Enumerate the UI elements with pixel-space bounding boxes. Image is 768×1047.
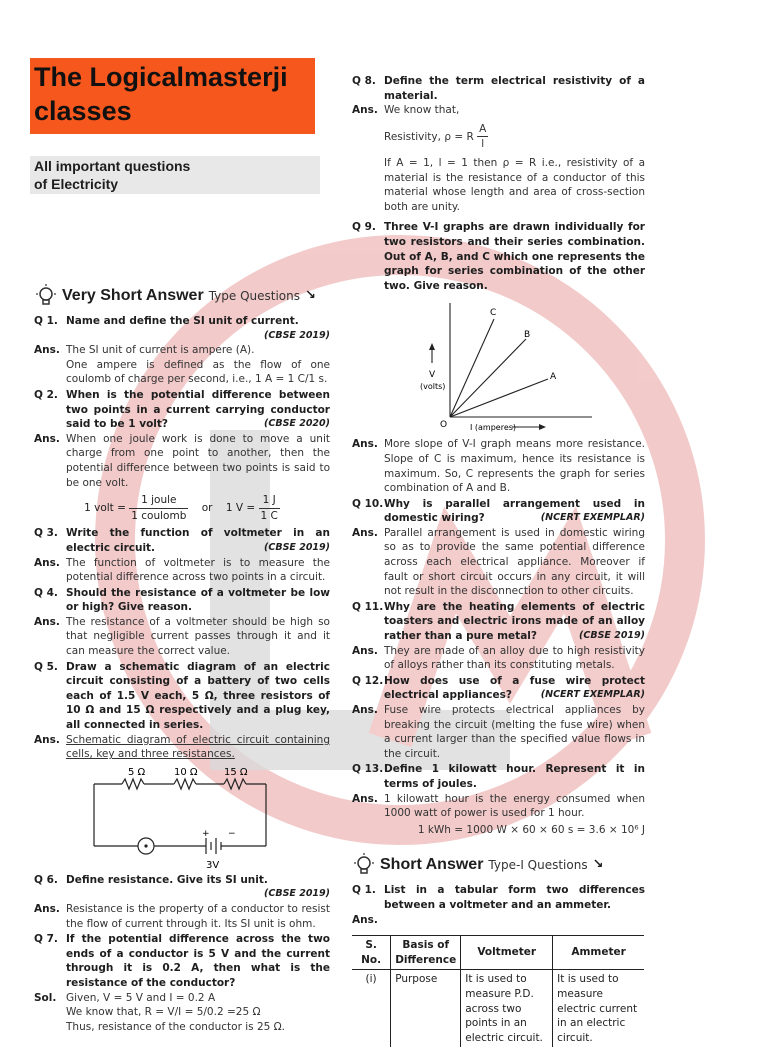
- question-2: [34, 388, 330, 432]
- page-subtitle-box: [30, 156, 320, 194]
- question-text: If the potential difference across the two ends of a conductor is 5 V and the current through it is 0.2 A, then what is the resistance of the conductor?: [66, 933, 330, 989]
- lightbulb-icon: [352, 853, 376, 877]
- short-answer-heading: [352, 853, 645, 877]
- solution-7: [34, 991, 330, 1035]
- answer-text: 1 kilowatt hour is the energy consumed when 1000 watt of power is used for 1 hour.: [384, 792, 645, 820]
- page-title-box: [30, 58, 315, 134]
- resistor-label-10: 10 Ω: [174, 766, 198, 778]
- graph-xlabel: I (amperes): [470, 423, 517, 433]
- battery-label: 3V: [206, 859, 220, 871]
- question-text: Name and define the SI unit of current.: [66, 315, 299, 327]
- source-tag: (CBSE 2019): [264, 541, 330, 553]
- question-tag: Q 1.: [352, 884, 376, 897]
- answer-12: [352, 703, 645, 761]
- very-short-heading-bold: Very Short Answer: [62, 286, 204, 304]
- question-tag: Q 5.: [34, 660, 58, 673]
- answer-tag: Ans.: [352, 526, 378, 539]
- question-tag: Q 6.: [34, 873, 58, 886]
- graph-label-c: C: [490, 308, 497, 319]
- answer-tag: Ans.: [352, 792, 378, 805]
- table-cell-sno: (i): [365, 973, 377, 986]
- answer-4: [34, 615, 330, 659]
- resistivity-formula: [384, 122, 645, 152]
- answer-text: The resistance of a voltmeter should be high so that negligible current passes through it and it can measure the correct value.: [66, 615, 330, 658]
- answer-6: [34, 902, 330, 931]
- answer-text: When one joule work is done to move a unit charge from one point to another, then the potential difference between two points is said to be one volt.: [66, 432, 330, 489]
- page-subtitle-line1: All important questions: [34, 158, 191, 174]
- question-text: How does use of a fuse wire protect electrical appliances?: [384, 674, 645, 702]
- question-5: [34, 660, 330, 733]
- question-tag: Q 4.: [34, 586, 58, 599]
- question-tag: Q 11.: [352, 600, 384, 613]
- table-cell-basis: Purpose: [391, 970, 461, 1047]
- answer-text: Resistance is the property of a conductor to resist the flow of current through it. Its SI unit is ohm.: [66, 903, 330, 930]
- battery-plus: +: [202, 828, 210, 839]
- question-tag: Q 10.: [352, 497, 384, 510]
- answer-13: [352, 792, 645, 838]
- formula-denominator: 1 coulomb: [131, 509, 187, 522]
- graph-label-b: B: [524, 330, 531, 341]
- source-tag: (NCERT EXEMPLAR): [540, 512, 645, 524]
- answer-tag: Ans.: [34, 615, 60, 628]
- answer-text: The SI unit of current is ampere (A).: [66, 344, 255, 357]
- answer-tag: Ans.: [34, 344, 60, 357]
- answer-11: [352, 644, 645, 673]
- answer-3: [34, 556, 330, 585]
- table-header-basis: Basis of Difference: [391, 936, 461, 970]
- page-title-line1: The Logicalmasterji: [34, 62, 288, 92]
- answer-5: [34, 733, 330, 762]
- formula-label: Resistivity,: [384, 130, 441, 143]
- answer-text: Parallel arrangement is used in domestic wiring so as to provide the same potential difference across each electrical appliance. Moreover if fault or short circuit occurs in any circuit, it will not result in the disconnection to other circuits.: [384, 526, 645, 598]
- answer-tag: Ans.: [34, 432, 60, 445]
- table-header-sno: S. No.: [352, 936, 391, 970]
- battery-minus: −: [228, 828, 236, 839]
- question-13: [352, 762, 645, 791]
- graph-ylabel: V: [429, 370, 436, 381]
- source-tag: (CBSE 2019): [264, 888, 330, 900]
- answer-text: Schematic diagram of electric circuit containing cells, key and three resistances.: [66, 733, 330, 761]
- short-heading-light: Type-I Questions: [488, 858, 588, 873]
- left-column: [34, 284, 330, 1034]
- resistor-label-5: 5 Ω: [128, 766, 146, 778]
- resistor-label-15: 15 Ω: [224, 766, 248, 778]
- answer-tag: Ans.: [352, 104, 378, 117]
- question-text: Should the resistance of a voltmeter be low or high? Give reason.: [66, 586, 330, 614]
- formula-numerator: 1 joule: [129, 493, 188, 509]
- question-1: [34, 314, 330, 343]
- question-text: Why are the heating elements of electric toasters and electric irons made of an alloy rather than a pure metal?: [384, 600, 645, 643]
- table-row: [352, 970, 644, 1047]
- answer-10: [352, 526, 645, 599]
- question-text: Draw a schematic diagram of an electric circuit consisting of a battery of two cells each of 1.5 V each, 5 Ω, three resistors of 10 Ω and 15 Ω respectively and a plug key, all connected in series.: [66, 660, 330, 732]
- question-8: [352, 74, 645, 103]
- question-7: [34, 932, 330, 990]
- answer-9: [352, 437, 645, 495]
- question-tag: Q 13.: [352, 763, 384, 776]
- answer-text: One ampere is defined as the flow of one coulomb of charge per second, i.e., 1 A = 1 C/1 s.: [66, 358, 330, 386]
- formula-lhs: 1 V =: [225, 502, 256, 515]
- answer-tag: Ans.: [352, 913, 378, 926]
- question-tag: Q 8.: [352, 75, 376, 87]
- question-4: [34, 586, 330, 615]
- question-11: [352, 600, 645, 644]
- answer-text: Fuse wire protects electrical appliances by breaking the circuit (melting the fuse wire) when a current larger than the specified value flows in the circuit.: [384, 704, 645, 760]
- answer-tag: Ans.: [352, 438, 378, 451]
- vi-graph: [352, 297, 645, 437]
- graph-origin: O: [440, 420, 448, 431]
- page-title-line2: classes: [34, 96, 132, 126]
- table-header-ammeter: Ammeter: [553, 936, 644, 970]
- solution-text: We know that, R = V/I = 5/0.2 =25 Ω: [66, 1006, 261, 1019]
- question-text: Why is parallel arrangement used in domestic wiring?: [384, 497, 645, 525]
- answer-8: [352, 103, 645, 214]
- source-tag: (CBSE 2020): [264, 418, 330, 430]
- graph-yunit: (volts): [420, 382, 446, 392]
- question-text: Three V-I graphs are drawn individually for two resistors and their series combination. Out of A, B, and C which one represents the graph for series combination of the other two. Give reason.: [384, 221, 645, 292]
- source-tag: (CBSE 2019): [264, 329, 330, 341]
- table-cell-ammeter: It is used to measure electric current in an electric circuit.: [553, 970, 644, 1047]
- formula-lhs: 1 volt =: [84, 502, 126, 515]
- line-b: [450, 339, 526, 417]
- question-6: [34, 873, 330, 902]
- arrow-right-icon: [539, 424, 546, 430]
- solution-text: Given, V = 5 V and I = 0.2 A: [66, 991, 216, 1004]
- table-cell-voltmeter: It is used to measure P.D. across two points in an electric circuit.: [461, 970, 553, 1047]
- source-tag: (NCERT EXEMPLAR): [540, 689, 645, 701]
- comparison-table: [352, 935, 644, 1047]
- graph-label-a: A: [550, 372, 557, 383]
- source-tag: (CBSE 2019): [579, 630, 645, 642]
- answer-tag: Ans.: [34, 733, 60, 746]
- question-tag: Q 3.: [34, 527, 58, 540]
- plug-key-dot: [144, 844, 147, 847]
- question-text: Define the term electrical resistivity of a material.: [384, 75, 645, 102]
- question-text: Define 1 kilowatt hour. Represent it in terms of joules.: [384, 763, 645, 790]
- formula-numerator: 1 J: [259, 493, 280, 509]
- answer-tag: Ans.: [34, 903, 60, 915]
- very-short-heading-light: Type Questions: [208, 288, 300, 303]
- circuit-diagram: [34, 762, 330, 872]
- answer-tag: Ans.: [352, 644, 378, 657]
- page-subtitle-line2: of Electricity: [34, 176, 119, 192]
- question-text: Write the function of voltmeter in an electric circuit.: [66, 527, 330, 554]
- kwh-formula: 1 kWh = 1000 W × 60 × 60 s = 3.6 × 10⁶ J: [417, 823, 645, 836]
- question-12: [352, 674, 645, 703]
- question-tag: Q 12.: [352, 674, 384, 687]
- short-question-1: [352, 883, 645, 912]
- answer-2: [34, 432, 330, 490]
- formula-numerator: A: [477, 122, 488, 138]
- question-3: [34, 526, 330, 555]
- answer-text: If A = 1, l = 1 then ρ = R i.e., resistivity of a material is the resistance of a conductor of this material whose length and area of cross-section both are unity.: [384, 156, 645, 213]
- answer-1: [34, 343, 330, 387]
- answer-text: The function of voltmeter is to measure the potential difference across two points in a circuit.: [66, 556, 330, 584]
- question-text: List in a tabular form two differences between a voltmeter and an ammeter.: [384, 884, 645, 911]
- volt-formula: [34, 493, 330, 523]
- question-tag: Q 9.: [352, 221, 376, 234]
- answer-tag: Ans.: [352, 704, 378, 716]
- question-10: [352, 497, 645, 526]
- formula-denominator: 1 C: [260, 509, 278, 522]
- arrow-up-icon: [429, 343, 435, 350]
- question-tag: Q 1.: [34, 315, 58, 327]
- formula-denominator: l: [481, 138, 485, 151]
- table-header-voltmeter: Voltmeter: [461, 936, 553, 970]
- answer-text: More slope of V-I graph means more resistance. Slope of C is maximum, hence its resistance is maximum. So, C represents the graph for series combination of A and B.: [384, 438, 645, 495]
- very-short-answer-heading: [34, 284, 330, 308]
- answer-tag: Ans.: [34, 556, 60, 569]
- question-text: Define resistance. Give its SI unit.: [66, 873, 268, 886]
- question-tag: Q 7.: [34, 933, 58, 946]
- question-9: [352, 220, 645, 293]
- formula-or: or: [201, 502, 213, 515]
- arrow-down-right-icon: ↘: [592, 857, 604, 873]
- answer-text: We know that,: [384, 104, 460, 117]
- short-answer-1: [352, 913, 645, 928]
- formula-lhs: ρ = R: [444, 130, 474, 143]
- question-tag: Q 2.: [34, 388, 58, 401]
- arrow-down-right-icon: ↘: [305, 287, 316, 303]
- short-heading-bold: Short Answer: [380, 856, 484, 874]
- lightbulb-icon: [34, 284, 58, 308]
- question-text: When is the potential difference between two points in a current carrying conductor said to be 1 volt?: [66, 388, 330, 431]
- table-header-row: [352, 936, 644, 970]
- solution-tag: Sol.: [34, 991, 57, 1004]
- answer-text: They are made of an alloy due to high resistivity of alloys rather than its constituting metals.: [384, 644, 645, 672]
- right-column: [352, 74, 645, 1047]
- solution-text: Thus, resistance of the conductor is 25 Ω.: [66, 1020, 286, 1033]
